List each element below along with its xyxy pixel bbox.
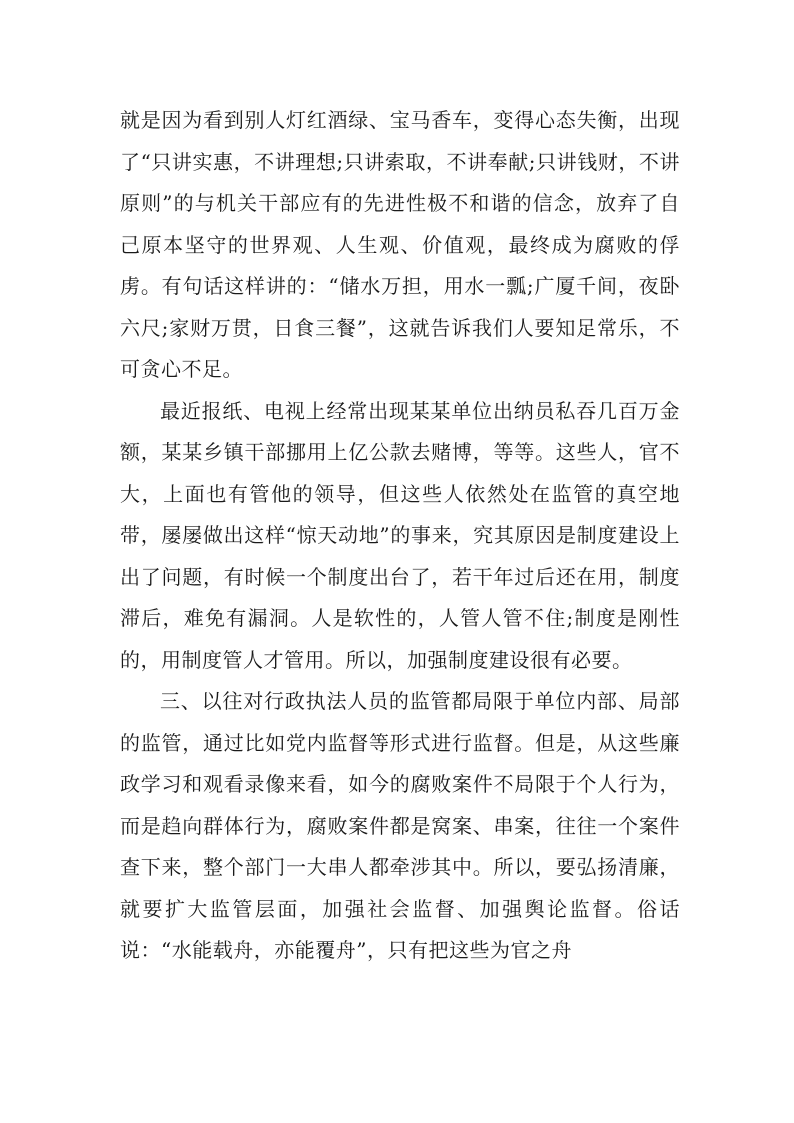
paragraph-3: 三、以往对行政执法人员的监管都局限于单位内部、局部的监管，通过比如党内监督等形式进行监督。但是，从这些廉政学习和观看录像来看，如今的腐败案件不局限于个人行为，而是趋向群体行为，腐败案件都是窝案、串案，往往一个案件查下来，整个部门一大串人都牵涉其中。所以，要弘扬清廉，就要扩大监管层面，加强社会监督、加强舆论监督。俗话说：“水能载舟，亦能覆舟”，只有把这些为官之舟 [120,689,680,962]
document-body [120,100,680,972]
paragraph-2: 最近报纸、电视上经常出现某某单位出纳员私吞几百万金额，某某乡镇干部挪用上亿公款去赌博，等等。这些人，官不大，上面也有管他的领导，但这些人依然处在监管的真空地带，屡屡做出这样“惊天动地”的事来，究其原因是制度建设上出了问题，有时候一个制度出台了，若干年过后还在用，制度滞后，难免有漏洞。人是软性的，人管人管不住;制度是刚性的，用制度管人才管用。所以，加强制度建设很有必要。 [120,398,680,672]
paragraph-1: 就是因为看到别人灯红酒绿、宝马香车，变得心态失衡，出现了“只讲实惠，不讲理想;只讲索取，不讲奉献;只讲钱财，不讲原则”的与机关干部应有的先进性极不和谐的信念，放弃了自己原本坚守的世界观、人生观、价值观，最终成为腐败的俘虏。有句话这样讲的：“储水万担，用水一瓢;广厦千间，夜卧六尺;家财万贯，日食三餐”，这就告诉我们人要知足常乐，不可贪心不足。 [120,108,680,381]
